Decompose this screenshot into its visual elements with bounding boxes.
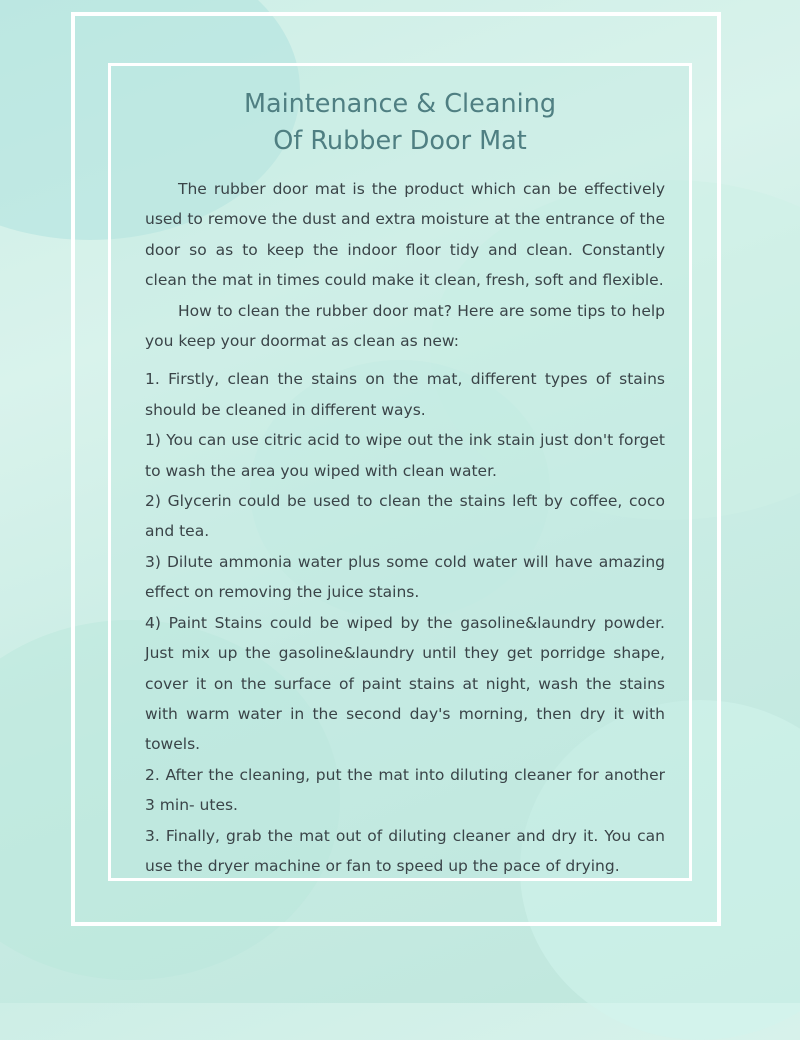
step-1-2: 2) Glycerin could be used to clean the stains left by coffee, coco and tea. <box>145 492 665 541</box>
step-1-1: 1) You can use citric acid to wipe out the ink stain just don't forget to wash the area you wiped with clean water. <box>145 431 665 480</box>
page-title <box>111 86 689 160</box>
step-3: 3. Finally, grab the mat out of diluting cleaner and dry it. You can use the dryer machine or fan to speed up the pace of drying. <box>145 826 665 875</box>
step-1: 1. Firstly, clean the stains on the mat, different types of stains should be cleaned in different ways. <box>145 370 665 419</box>
article-body <box>145 174 665 881</box>
intro-paragraph: The rubber door mat is the product which can be effectively used to remove the dust and extra moisture at the entrance of the door so as to keep the indoor floor tidy and clean. Constantly clean the mat in times could make it clean, fresh, soft and flexible. <box>145 180 665 290</box>
step-1-4: 4) Paint Stains could be wiped by the gasoline&laundry powder. Just mix up the gasoline&laundry until they get porridge shape, cover it on the surface of paint stains at night, wash the stains with warm water in the second day's morning, then dry it with towels. <box>145 613 665 754</box>
title-line-1: Maintenance & Cleaning <box>243 89 557 119</box>
question-paragraph: How to clean the rubber door mat? Here are some tips to help you keep your doormat as clean as new: <box>145 301 665 351</box>
step-1-3: 3) Dilute ammonia water plus some cold water will have amazing effect on removing the juice stains. <box>145 552 665 602</box>
title-line-2: Of Rubber Door Mat <box>273 126 527 156</box>
step-2: 2. After the cleaning, put the mat into diluting cleaner for another 3 min- utes. <box>145 765 665 815</box>
